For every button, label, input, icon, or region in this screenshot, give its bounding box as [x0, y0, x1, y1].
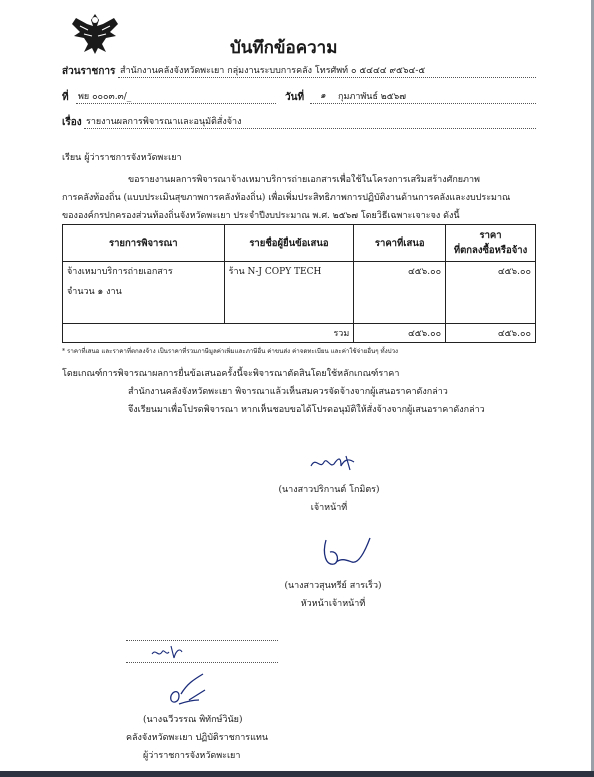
- dept-value: สำนักงานคลังจังหวัดพะเยา กลุ่มงานระบบการคลัง โทรศัพท์ ๐ ๕๔๔๔ ๙๕๖๔-๕: [120, 66, 426, 76]
- date-value: กุมภาพันธ์ ๒๕๖๗: [338, 92, 407, 102]
- signer3-position-2: ผู้ว่าราชการจังหวัดพะเยา: [143, 751, 241, 761]
- bottom-frame-edge: [0, 771, 594, 777]
- item-line1: จ้างเหมาบริการถ่ายเอกสาร: [67, 267, 173, 277]
- dept-dotline: [118, 77, 536, 78]
- date-label: วันที่: [285, 92, 305, 103]
- doc-no-value: พย ๐๐๐๓.๓/_: [78, 92, 132, 102]
- addressee: เรียน ผู้ว่าราชการจังหวัดพะเยา: [62, 153, 182, 163]
- subject-dotline: [84, 128, 536, 129]
- total-label: รวม: [224, 324, 354, 343]
- total-spacer: [63, 324, 225, 343]
- signer3-name: (นางฉวีวรรณ พิทักษ์วินัย): [143, 715, 243, 725]
- header-item: รายการพิจารณา: [63, 225, 225, 262]
- signer2-position: หัวหน้าเจ้าหน้าที่: [300, 599, 366, 609]
- bid-table: [62, 224, 536, 343]
- signer2-name: (นางสาวสุนทรีย์ สารเร็ว): [284, 581, 382, 591]
- dept-label: ส่วนราชการ: [62, 66, 116, 77]
- approval-dotline-1: [126, 640, 278, 641]
- header-offer: ราคาที่เสนอ: [354, 225, 446, 262]
- body-line-2: การคลังท้องถิ่น (แบบประเมินสุขภาพการคลังท้องถิ่น) เพื่อเพิ่มประสิทธิภาพการปฏิบัติงานด้านการคลังและงบประมาณ: [62, 193, 511, 203]
- cell-item: [63, 262, 225, 324]
- header-agreed-line2: ที่ตกลงซื้อหรือจ้าง: [453, 245, 528, 256]
- garuda-emblem-icon: [70, 10, 120, 56]
- body-line-3: ขององค์กรปกครองส่วนท้องถิ่นจังหวัดพะเยา ประจำปีงบประมาณ พ.ศ. ๒๕๖๗ โดยวิธีเฉพาะเจาะจง ดังนี้: [62, 211, 460, 221]
- footnote: * ราคาที่เสนอ และราคาที่ตกลงจ้าง เป็นราคาที่รวมภาษีมูลค่าเพิ่มและภาษีอื่น ค่าขนส่ง ค่าจดทะเบียน และค่าใช้จ่ายอื่นๆ ทั้งปวง: [62, 348, 399, 355]
- approval-note-mark: [150, 640, 184, 664]
- request-line: จึงเรียนมาเพื่อโปรดพิจารณา หากเห็นชอบขอได้โปรดอนุมัติให้สั่งจ้างจากผู้เสนอราคาดังกล่าว: [128, 405, 485, 415]
- signer1-position: เจ้าหน้าที่: [310, 503, 348, 513]
- table-row: [63, 262, 536, 324]
- item-line2: จำนวน ๑ งาน: [67, 287, 122, 297]
- memo-title: บันทึกข้อความ: [230, 38, 338, 58]
- signature-1-mark: [308, 452, 358, 474]
- total-offer: ๔๕๖.๐๐: [354, 324, 446, 343]
- subject-label: เรื่อง: [62, 117, 82, 128]
- cell-offer: ๔๕๖.๐๐: [354, 262, 446, 324]
- total-agreed: ๔๕๖.๐๐: [446, 324, 536, 343]
- signer3-position: คลังจังหวัดพะเยา ปฏิบัติราชการแทน: [126, 733, 268, 743]
- header-agreed-line1: ราคา: [479, 230, 502, 241]
- cell-vendor: ร้าน N-J COPY TECH: [224, 262, 354, 324]
- header-vendor: รายชื่อผู้ยื่นข้อเสนอ: [224, 225, 354, 262]
- doc-no-label: ที่: [62, 92, 69, 103]
- approval-dotline-2: [126, 662, 278, 663]
- criteria-line: โดยเกณฑ์การพิจารณาผลการยื่นข้อเสนอครั้งนี้จะพิจารณาตัดสินโดยใช้หลักเกณฑ์ราคา: [62, 369, 400, 379]
- date-day: ๑: [320, 91, 326, 101]
- cell-agreed: ๔๕๖.๐๐: [446, 262, 536, 324]
- conclusion-line: สำนักงานคลังจังหวัดพะเยา พิจารณาแล้วเห็นสมควรจัดจ้างจากผู้เสนอราคาดังกล่าว: [128, 387, 448, 397]
- table-header-row: [63, 225, 536, 262]
- signature-3-mark: [165, 670, 209, 708]
- body-line-1: ขอรายงานผลการพิจารณาจ้างเหมาบริการถ่ายเอกสารเพื่อใช้ในโครงการเสริมสร้างศักยภาพ: [128, 175, 480, 185]
- subject-value: รายงานผลการพิจารณาและอนุมัติสั่งจ้าง: [86, 117, 242, 127]
- table-total-row: [63, 324, 536, 343]
- signature-2-mark: [318, 534, 378, 570]
- header-agreed: [446, 225, 536, 262]
- date-dotline: [310, 103, 536, 104]
- doc-no-dotline: [76, 103, 276, 104]
- signer1-name: (นางสาวปริกานต์ โกมิตร): [278, 485, 380, 495]
